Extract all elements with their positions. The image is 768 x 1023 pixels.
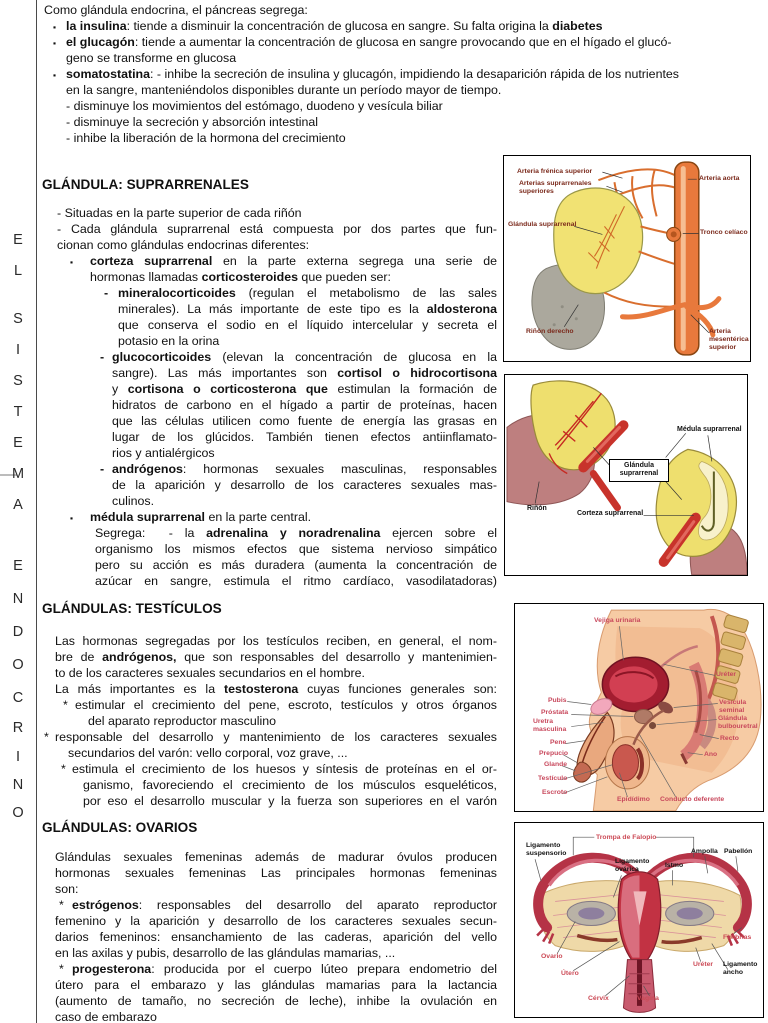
list-marker: * <box>44 730 49 744</box>
text-line <box>42 681 497 697</box>
text: en la parte central. <box>205 510 312 524</box>
text-line <box>42 205 497 221</box>
section-body-ovarios <box>42 849 497 1023</box>
text-line <box>42 777 497 793</box>
text-line <box>42 913 497 929</box>
figure-label: Pene <box>550 739 567 746</box>
bold-text: la insulina <box>66 19 127 33</box>
list-marker: ▪ <box>53 70 57 80</box>
list-marker: * <box>61 762 66 776</box>
text: : tiende a aumentar la concentración de glucosa en sangre provocando que en el hígado el glucó- <box>134 35 672 49</box>
text: - disminuye la secreción y absorción intestinal <box>66 115 319 129</box>
section-heading-suprarrenales: GLÁNDULA: SUPRARRENALES <box>42 177 249 192</box>
text: de la aparición y desarrollo de los caracteres sexuales mas- <box>112 478 497 492</box>
list-marker: ▪ <box>53 38 57 48</box>
figure-male-reproductive <box>514 603 764 812</box>
text: : tiende a disminuir la concentración de glucosa en sangre. Su falta origina la <box>126 19 553 33</box>
list-marker: ▪ <box>70 257 74 267</box>
figure-label: Corteza suprarrenal <box>577 510 644 517</box>
figure-label: Ligamento ovárica <box>615 858 650 874</box>
bold-text: mineralocorticoides <box>118 286 236 300</box>
text: : - inhibe la secreción de insulina y glucagón, impidiendo la desaparición rápida de los nutrientes <box>150 67 679 81</box>
text-line <box>42 237 497 253</box>
figure-female-reproductive <box>514 822 764 1018</box>
text: Las hormonas segregadas por los testículos reciben, en general, el nom- <box>55 634 497 648</box>
text: en la parte externa segrega una serie de <box>212 254 497 268</box>
vertical-title-letter: N <box>12 777 24 793</box>
text: La más importantes es la <box>55 682 224 696</box>
figure-label: Arterias suprarrenales superiores <box>519 180 592 196</box>
figure-label: Glándula suprarrenal <box>508 221 577 228</box>
text-line <box>42 977 497 993</box>
text-line <box>42 253 497 269</box>
text: - Situadas en la parte superior de cada riñón <box>57 206 302 220</box>
text-line <box>42 665 497 681</box>
text-line <box>42 761 497 777</box>
text: lugar de los glúcidos. También tienen efectos antiinflamato- <box>112 430 497 444</box>
vertical-title-letter: N <box>12 591 24 607</box>
section-heading-ovarios: GLÁNDULAS: OVARIOS <box>42 820 198 835</box>
text-line <box>42 865 497 881</box>
text-line <box>42 713 497 729</box>
text-line <box>42 509 497 525</box>
figure-label: Ligamento suspensorio <box>526 842 567 858</box>
text-line <box>42 317 497 333</box>
text: por eso el desarrollo muscular y la fuerza son superiores en el varón <box>83 794 497 808</box>
text-line <box>42 525 497 541</box>
figure-label: Epidídimo <box>617 796 650 803</box>
text: Como glándula endocrina, el páncreas segrega: <box>44 3 308 17</box>
text: útero para el embarazo y las glándulas mamarias para la lactancia <box>55 978 497 992</box>
text-line <box>42 66 742 82</box>
figure-label: Ligamento ancho <box>723 961 758 977</box>
text: - Cada glándula suprarrenal está compuesta por dos partes que fun- <box>57 222 497 236</box>
text: que son responsables del desarrollo y mantenimien- <box>176 650 498 664</box>
text: (elevan la concentración de glucosa en la <box>211 350 497 364</box>
text-line <box>42 397 497 413</box>
figure-adrenal-arteries <box>503 155 751 362</box>
figure-label: Cérvix <box>588 995 609 1002</box>
figure-label: Glande <box>544 761 568 768</box>
vertical-title-letter: D <box>12 624 24 640</box>
text-line <box>42 745 497 761</box>
figure-label: Vejiga urinaria <box>594 617 641 624</box>
left-margin-rule <box>36 0 37 1023</box>
text-line <box>42 429 497 445</box>
text-line <box>42 50 742 66</box>
text: secundarios del varón: vello corporal, voz grave, ... <box>68 746 348 760</box>
text-line <box>42 461 497 477</box>
vertical-title-letter: A <box>13 497 23 513</box>
text-line <box>42 365 497 381</box>
figure-label: Recto <box>720 735 739 742</box>
text: geno se transforme en glucosa <box>66 51 237 65</box>
vertical-title-letter: T <box>13 404 23 420</box>
text: darios femeninos: ensanchamiento de las caderas, aparición del vello <box>55 930 497 944</box>
text-line <box>42 849 497 865</box>
vertical-title-letter: L <box>13 263 23 279</box>
figure-label: Arteria aorta <box>699 175 740 182</box>
text: cuyas funciones generales son: <box>298 682 497 696</box>
text-line <box>42 381 497 397</box>
text: y <box>112 382 128 396</box>
list-marker: * <box>59 898 64 912</box>
figure-label: Uréter <box>716 671 737 678</box>
text-line <box>42 929 497 945</box>
text-line <box>42 477 497 493</box>
list-marker: ▪ <box>70 513 74 523</box>
bold-text: médula suprarrenal <box>90 510 206 524</box>
bold-text: somatostatina <box>66 67 150 81</box>
text-line <box>42 649 497 665</box>
text: hormonas llamadas <box>90 270 202 284</box>
text-line <box>42 493 497 509</box>
figure-label: Istmo <box>665 862 684 869</box>
list-marker: - <box>100 462 105 476</box>
text: (aumento de tamaño, no secreción de leche), inhibe la ovulación en <box>55 994 497 1008</box>
figure-label: Uréter <box>693 961 714 968</box>
text-line <box>42 34 742 50</box>
section-suprarrenales <box>42 177 497 589</box>
vertical-title-letter: I <box>15 749 21 765</box>
text-line <box>42 413 497 429</box>
text: hormonas sexuales femeninas Las principales hormonas femeninas <box>55 866 497 880</box>
text: femenino y la aparición y desarrollo de los caracteres sexuales secun- <box>55 914 497 928</box>
figure-label: Pabellón <box>724 848 753 855</box>
text: azúcar en sangre, estimula el ritmo cardíaco, vasodilatadoras) <box>95 574 497 588</box>
text: pero su acción es más duradera (aumenta la concentración de <box>95 558 497 572</box>
figure-label: Trompa de Falopio <box>596 834 657 841</box>
figure-label: Arteria frénica superior <box>517 168 593 175</box>
text-line <box>42 945 497 961</box>
figure-label: Tronco celíaco <box>700 229 748 236</box>
text-line <box>42 961 497 977</box>
figure-label: Conducto deferente <box>660 796 725 803</box>
text: responsable del desarrollo y mantenimiento de los caracteres sexuales <box>55 730 497 744</box>
text: rios y antialérgicos <box>112 446 215 460</box>
section-ovarios <box>42 820 497 1023</box>
text: cionan como glándulas endocrinas diferentes: <box>57 238 310 252</box>
bold-text: progesterona <box>72 962 152 976</box>
figure-label: Vagina <box>637 995 659 1002</box>
text-line <box>42 285 497 301</box>
text: sangre). Las más importantes son <box>112 366 338 380</box>
text: ejercen sobre el <box>380 526 497 540</box>
vertical-title-letter: E <box>13 558 23 574</box>
text-line <box>42 633 497 649</box>
text: son: <box>55 882 79 896</box>
figure-label: Prepucio <box>539 750 569 757</box>
figure-label: Vesícula seminal <box>719 699 747 715</box>
text-line <box>42 82 742 98</box>
text-line <box>42 269 497 285</box>
text: que conserva el sodio en el líquido intercelular y secreta el <box>118 318 497 332</box>
text-line <box>42 18 742 34</box>
bold-text: estrógenos <box>72 898 139 912</box>
text: culinos. <box>112 494 155 508</box>
text-line <box>42 445 497 461</box>
figure-label: Glándula suprarrenal <box>609 459 669 482</box>
bold-text: aldosterona <box>426 302 497 316</box>
bold-text: el glucagón <box>66 35 135 49</box>
figure-label: Próstata <box>541 709 569 716</box>
bold-text: adrenalina y noradrenalina <box>206 526 381 540</box>
text: estimular el crecimiento del pene, escroto, testículos y otros órganos <box>75 698 497 712</box>
section-body-suprarrenales <box>42 205 497 589</box>
list-marker: * <box>59 962 64 976</box>
vertical-title-letter: O <box>12 657 24 673</box>
figure-label: Ovario <box>541 953 563 960</box>
text: : responsables del desarrollo del aparato reproductor <box>138 898 497 912</box>
text-line <box>42 729 497 745</box>
text: : producida por el cuerpo lúteo prepara endometrio del <box>151 962 497 976</box>
section-pancreas <box>42 2 742 146</box>
text-line <box>42 881 497 897</box>
text-line <box>42 697 497 713</box>
text-line <box>42 793 497 809</box>
bold-text: corticosteroides <box>201 270 298 284</box>
vertical-title-letter: M <box>11 466 25 482</box>
bold-text: diabetes <box>552 19 603 33</box>
figure-label: Uretra masculina <box>533 718 567 734</box>
figure-label: Testículo <box>538 775 568 782</box>
figure-label: Ano <box>704 751 718 758</box>
text-line <box>42 221 497 237</box>
figure-label: Escroto <box>542 789 568 796</box>
text: ganismo, favoreciendo el crecimiento de los músculos esqueléticos, <box>83 778 497 792</box>
text: Glándulas sexuales femeninas además de madurar óvulos producen <box>55 850 497 864</box>
text: potasio en la orina <box>118 334 220 348</box>
bold-text: glucocorticoides <box>112 350 212 364</box>
list-marker: - <box>100 350 105 364</box>
vertical-title-letter: E <box>13 435 23 451</box>
text-line <box>42 130 742 146</box>
vertical-title-letter: C <box>12 690 24 706</box>
figure-label: Riñón derecho <box>526 328 574 335</box>
text-line <box>42 573 497 589</box>
figure-adrenal-section <box>504 374 748 576</box>
text-line <box>42 1009 497 1023</box>
text-line <box>42 557 497 573</box>
text: (regulan el metabolismo de las sales <box>235 286 497 300</box>
vertical-title-letter: I <box>15 342 21 358</box>
bold-text: testosterona <box>223 682 299 696</box>
figure-label: Arteria mesentérica superior <box>709 328 749 352</box>
bold-text: cortisona o corticosterona que <box>127 382 328 396</box>
vertical-title-letter: S <box>13 373 23 389</box>
section-testiculos <box>42 601 497 809</box>
text-line <box>42 114 742 130</box>
text: hidratos de carbono en el hígado a partir de proteínas, hacen <box>112 398 497 412</box>
text: to de los caracteres sexuales secundarios en el hombre. <box>55 666 365 680</box>
text: que pueden ser: <box>297 270 391 284</box>
bold-text: corteza suprarrenal <box>90 254 213 268</box>
text: organismo los mismos efectos que sistema nervioso simpático <box>95 542 497 556</box>
text: estimula el crecimiento de los huesos y síntesis de proteínas en el or- <box>72 762 497 776</box>
figure-label: Médula suprarrenal <box>677 426 742 433</box>
text: Segrega: - la <box>95 526 207 540</box>
list-marker: * <box>63 698 68 712</box>
vertical-title-letter: O <box>12 805 24 821</box>
bold-text: andrógenos <box>112 462 183 476</box>
text: caso de embarazo <box>55 1010 157 1023</box>
figure-label: Glándula bulbouretral <box>718 715 758 731</box>
text: - inhibe la liberación de la hormona del crecimiento <box>66 131 346 145</box>
bold-text: cortisol o hidrocortisona <box>337 366 497 380</box>
text: del aparato reproductor masculino <box>88 714 277 728</box>
text: en las axilas y pubis, desarrollo de las glándulas mamarias, ... <box>55 946 396 960</box>
list-marker: ▪ <box>53 22 57 32</box>
text-line <box>42 897 497 913</box>
vertical-title-letter: S <box>13 311 23 327</box>
text: bre de <box>55 650 103 664</box>
text-line <box>42 993 497 1009</box>
text: estimulan la formación de <box>327 382 497 396</box>
section-body-testiculos <box>42 633 497 809</box>
text: : hormonas sexuales masculinas, responsables <box>182 462 497 476</box>
vertical-title-letter: R <box>12 720 24 736</box>
bold-text: andrógenos, <box>102 650 177 664</box>
figure-label: Pubis <box>548 697 567 704</box>
text-line <box>42 349 497 365</box>
list-marker: - <box>104 286 109 300</box>
text: minerales). La más importante de este tipo es la <box>118 302 427 316</box>
section-heading-testiculos: GLÁNDULAS: TESTÍCULOS <box>42 601 222 616</box>
vertical-title-letter: E <box>13 232 23 248</box>
text-line <box>42 98 742 114</box>
text: en la sangre, manteniéndolos disponibles durante un período mayor de tiempo. <box>66 83 502 97</box>
text: - disminuye los movimientos del estómago, duodeno y vesícula biliar <box>66 99 443 113</box>
figure-label: Útero <box>561 970 579 977</box>
text-line <box>42 333 497 349</box>
figure-label: Ampolla <box>691 848 718 855</box>
text-line <box>42 2 742 18</box>
figure-label: Riñón <box>527 505 547 512</box>
text: que las células utilicen como fuente de energía las grasas en <box>112 414 497 428</box>
figure-label: Fimbrias <box>723 934 752 941</box>
text-line <box>42 301 497 317</box>
text-line <box>42 541 497 557</box>
